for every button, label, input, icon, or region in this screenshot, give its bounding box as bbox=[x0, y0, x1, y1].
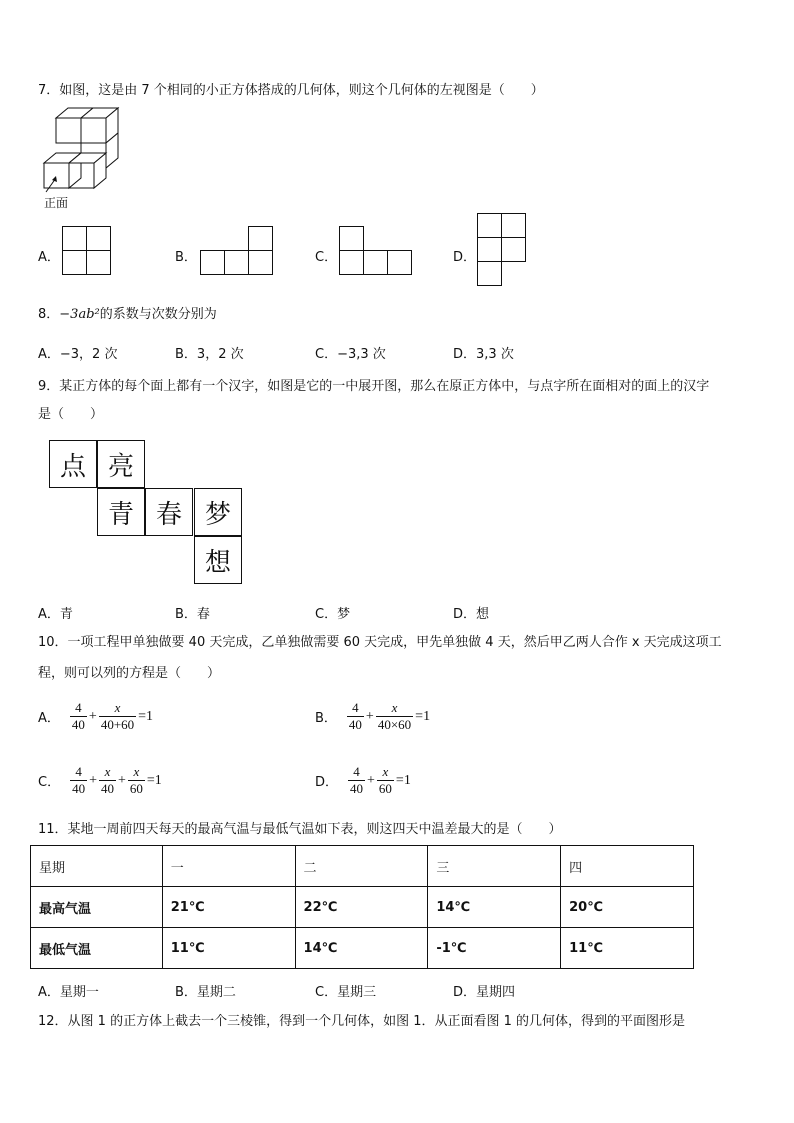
question-7-text: 7．如图，这是由 7 个相同的小正方体搭成的几何体，则这个几何体的左视图是（ ） bbox=[38, 83, 544, 98]
question-9-line2: 是（ ） bbox=[38, 407, 104, 422]
cube-structure-figure bbox=[36, 106, 136, 196]
question-10-line2: 程，则可以列的方程是（ ） bbox=[38, 666, 221, 681]
table-row-high bbox=[31, 887, 694, 928]
net-face-dian: 点 bbox=[49, 440, 97, 488]
table-cell: 最高气温 bbox=[31, 887, 163, 928]
table-cell: 星期 bbox=[31, 846, 163, 887]
question-8-text: 8．−3ab²的系数与次数分别为 bbox=[38, 307, 217, 322]
question-12-text: 12．从图 1 的正方体上截去一个三棱锥，得到一个几何体，如图 1．从正面看图 1 的几何体，得到的平面图形是 bbox=[38, 1014, 686, 1029]
table-cell: 14℃ bbox=[428, 887, 561, 928]
q9-option-c[interactable]: C．梦 bbox=[315, 607, 351, 622]
q10-option-a[interactable]: A． $\frac{4}{40}$ + $\frac{x}{40+60}$ =1 bbox=[38, 700, 154, 732]
net-face-qing: 青 bbox=[97, 488, 145, 536]
net-face-meng: 梦 bbox=[194, 488, 242, 536]
q7-option-b[interactable]: B． bbox=[175, 250, 197, 265]
table-cell: 一 bbox=[162, 846, 295, 887]
table-cell: 三 bbox=[428, 846, 561, 887]
q8-option-a[interactable]: A．−3，2 次 bbox=[38, 347, 118, 362]
q7-option-a[interactable]: A． bbox=[38, 250, 60, 265]
question-11-text: 11．某地一周前四天每天的最高气温与最低气温如下表，则这四天中温差最大的是（ ） bbox=[38, 822, 562, 837]
q9-option-a[interactable]: A．青 bbox=[38, 607, 73, 622]
question-9-line1: 9．某正方体的每个面上都有一个汉字，如图是它的一中展开图，那么在原正方体中，与点字所在面相对的面上的汉字 bbox=[38, 379, 710, 394]
q11-option-d[interactable]: D．星期四 bbox=[453, 985, 516, 1000]
table-cell: 四 bbox=[561, 846, 694, 887]
table-cell: 最低气温 bbox=[31, 928, 163, 969]
q10-option-b[interactable]: B． $\frac{4}{40}$ + $\frac{x}{40\times 60}$ =1 bbox=[315, 700, 431, 732]
table-cell: 二 bbox=[295, 846, 428, 887]
q8-option-b[interactable]: B．3，2 次 bbox=[175, 347, 244, 362]
q8-option-c[interactable]: C．−3,3 次 bbox=[315, 347, 386, 362]
q11-option-a[interactable]: A．星期一 bbox=[38, 985, 99, 1000]
q7-option-c[interactable]: C． bbox=[315, 250, 338, 265]
front-label: 正面 bbox=[44, 196, 69, 210]
net-face-chun: 春 bbox=[145, 488, 193, 536]
q7-option-b-figure bbox=[200, 226, 276, 276]
q7-option-a-figure bbox=[62, 226, 112, 276]
table-row-low bbox=[31, 928, 694, 969]
q8-option-d[interactable]: D．3,3 次 bbox=[453, 347, 514, 362]
q11-option-b[interactable]: B．星期二 bbox=[175, 985, 236, 1000]
temperature-table bbox=[30, 845, 694, 969]
table-cell: 14℃ bbox=[295, 928, 428, 969]
net-face-liang: 亮 bbox=[97, 440, 145, 488]
table-cell: 11℃ bbox=[162, 928, 295, 969]
table-cell: 22℃ bbox=[295, 887, 428, 928]
q8-expression: −3ab² bbox=[59, 307, 100, 322]
q10-option-d[interactable]: D． $\frac{4}{40}$ + $\frac{x}{60}$ =1 bbox=[315, 764, 411, 796]
table-cell: 11℃ bbox=[561, 928, 694, 969]
q7-option-c-figure bbox=[339, 226, 415, 276]
q9-option-d[interactable]: D．想 bbox=[453, 607, 490, 622]
q7-option-d-figure bbox=[477, 213, 529, 289]
net-face-xiang: 想 bbox=[194, 536, 242, 584]
q9-option-b[interactable]: B．春 bbox=[175, 607, 210, 622]
table-row-header bbox=[31, 846, 694, 887]
table-cell: -1℃ bbox=[428, 928, 561, 969]
q11-option-c[interactable]: C．星期三 bbox=[315, 985, 377, 1000]
cube-net-figure bbox=[49, 440, 245, 586]
table-cell: 21℃ bbox=[162, 887, 295, 928]
table-cell: 20℃ bbox=[561, 887, 694, 928]
question-10-line1: 10．一项工程甲单独做要 40 天完成，乙单独做需要 60 天完成，甲先单独做 4 天，然后甲乙两人合作 x 天完成这项工 bbox=[38, 635, 722, 650]
q10-option-c[interactable]: C． $\frac{4}{40}$ + $\frac{x}{40}$ + $\frac{x}{60}$ =1 bbox=[38, 764, 162, 796]
q7-option-d[interactable]: D． bbox=[453, 250, 477, 265]
